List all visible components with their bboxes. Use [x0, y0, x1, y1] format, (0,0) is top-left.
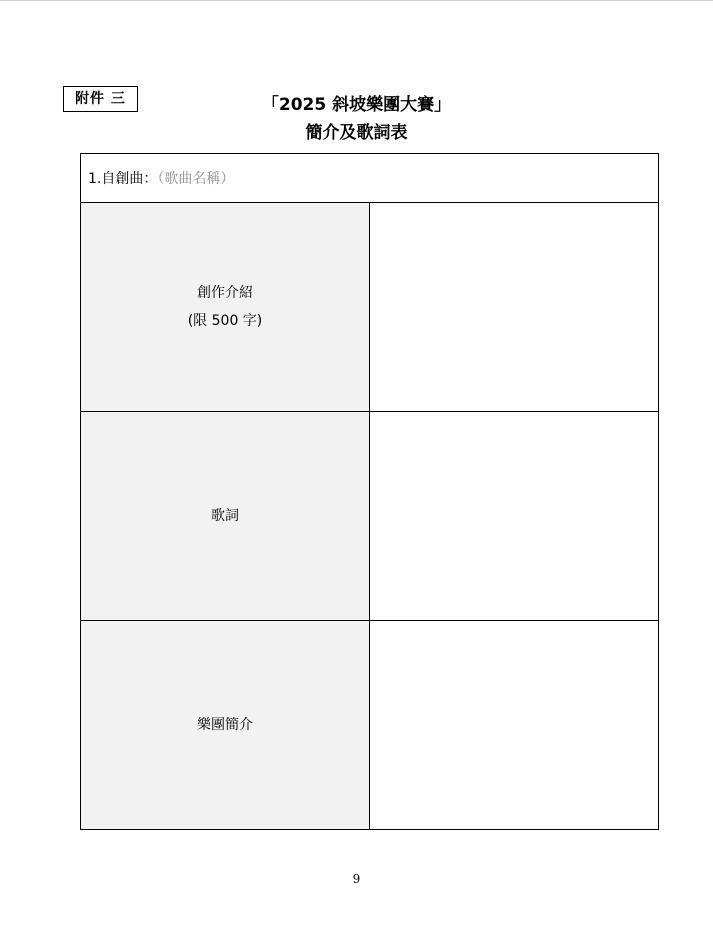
band-intro-label: 樂團簡介 [197, 717, 253, 733]
lyrics-label: 歌詞 [211, 508, 239, 524]
page-number: 9 [352, 872, 361, 886]
band-intro-label-cell [81, 621, 370, 830]
document-subtitle: 簡介及歌詞表 [305, 123, 408, 143]
band-intro-content-field[interactable] [370, 621, 659, 830]
submission-form-table [80, 153, 659, 830]
song-title-row [81, 154, 659, 203]
intro-label-cell [81, 203, 370, 412]
song-title-label: 1.自創曲： [88, 171, 158, 187]
intro-content-field[interactable] [370, 203, 659, 412]
song-title-field[interactable] [81, 154, 659, 203]
lyrics-content-field[interactable] [370, 412, 659, 621]
document-title: 「2025 斜坡樂團大賽」 [261, 95, 452, 115]
appendix-label: 附件 三 [63, 86, 138, 112]
intro-limit-label: (限 500 字) [187, 313, 263, 329]
form-row-lyrics [81, 412, 659, 621]
intro-label: 創作介紹 [197, 285, 253, 301]
form-row-band-intro [81, 621, 659, 830]
song-title-placeholder: （歌曲名稱） [157, 171, 235, 187]
lyrics-label-cell [81, 412, 370, 621]
top-rule [0, 0, 713, 1]
form-row-intro [81, 203, 659, 412]
